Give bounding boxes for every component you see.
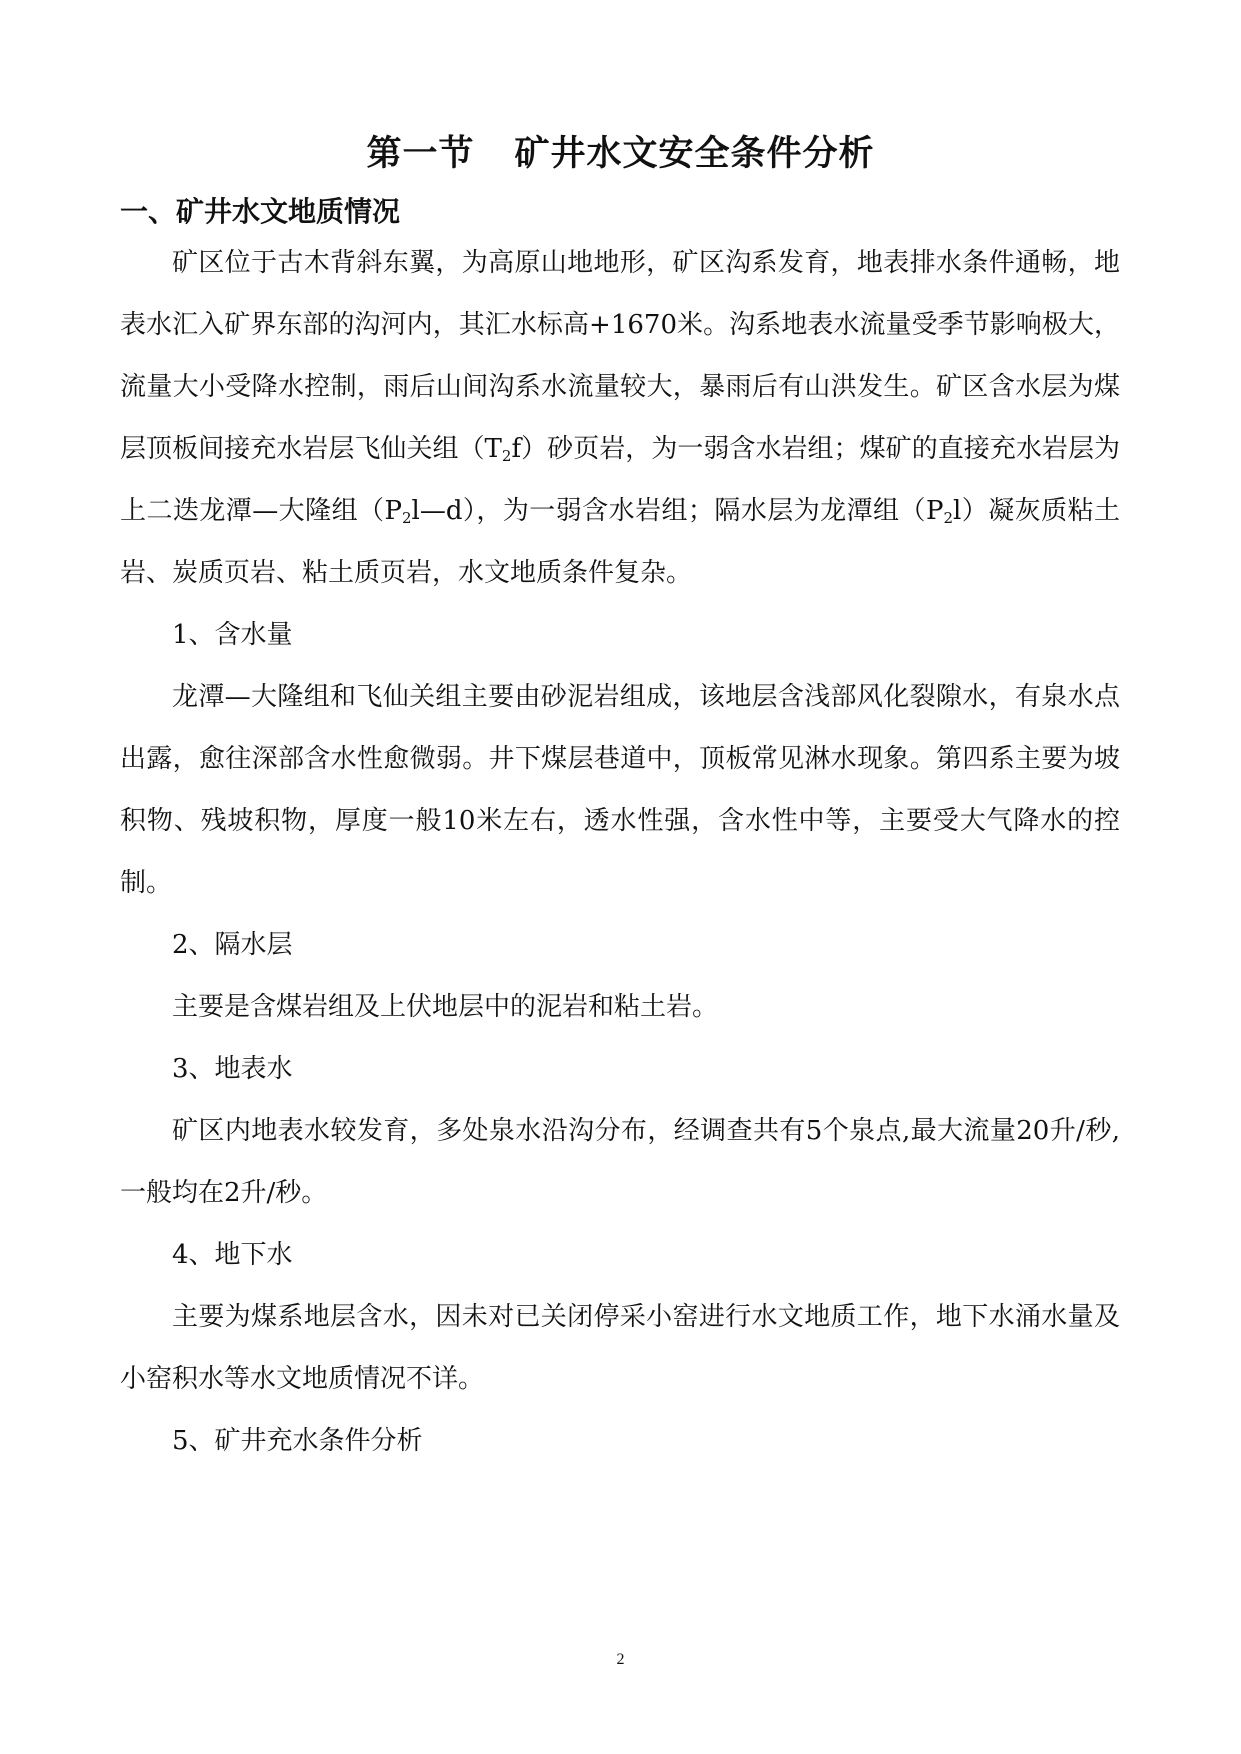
item-text-aquiclude: 主要是含煤岩组及上伏地层中的泥岩和粘土岩。 <box>172 992 719 1022</box>
intro-paragraph: 矿区位于古木背斜东翼，为高原山地地形，矿区沟系发育，地表排水条件通畅，地表水汇入矿界东部的沟河内，其汇水标高+1670米。沟系地表水流量受季节影响极大，流量大小受降水控制，雨后山间沟系水流量较大，暴雨后有山洪发生。矿区含水层为煤层顶板间接充水岩层飞仙关组$(T_2f)$砂页岩，为一弱含水岩组；煤矿的直接充水岩层为上二迭龙潭—大隆组$(P_2l—d)$，为一弱含水岩组；隔水层为龙潭组$(P_2l)$凝灰质粘土岩、炭质页岩、粘土质页岩，水文地质条件复杂。 <box>120 248 1120 588</box>
item-heading-groundwater: 4、地下水 <box>172 1240 293 1270</box>
item-text-water-content: 龙潭—大隆组和飞仙关组主要由砂泥岩组成，该地层含浅部风化裂隙水，有泉水点出露，愈往深部含水性愈微弱。井下煤层巷道中，顶板常见淋水现象。第四系主要为坡积物、残坡积物，厚度一般10米左右，透水性强，含水性中等，主要受大气降水的控制。 <box>120 682 1120 898</box>
item-heading-water-content: 1、含水量 <box>172 620 293 650</box>
title-section-number: 第一节 <box>366 134 475 174</box>
page-number: 2 <box>616 1651 625 1668</box>
document-body <box>120 232 1120 1472</box>
subscript: 2 <box>943 509 953 527</box>
item-heading-mine-water-filling: 5、矿井充水条件分析 <box>172 1426 423 1456</box>
section-heading: 一、矿井水文地质情况 <box>120 195 401 228</box>
item-heading-surface-water: 3、地表水 <box>172 1054 293 1084</box>
subscript: 2 <box>501 447 512 465</box>
page-title <box>0 126 1241 176</box>
subscript: 2 <box>401 509 412 527</box>
item-text-groundwater: 主要为煤系地层含水，因未对已关闭停采小窑进行水文地质工作，地下水涌水量及小窑积水等水文地质情况不详。 <box>120 1302 1120 1394</box>
item-text-surface-water: 矿区内地表水较发育，多处泉水沿沟分布，经调查共有5个泉点,最大流量20升/秒,一般均在2升/秒。 <box>120 1116 1120 1208</box>
item-heading-aquiclude: 2、隔水层 <box>172 930 293 960</box>
title-text: 矿井水文安全条件分析 <box>514 134 875 174</box>
